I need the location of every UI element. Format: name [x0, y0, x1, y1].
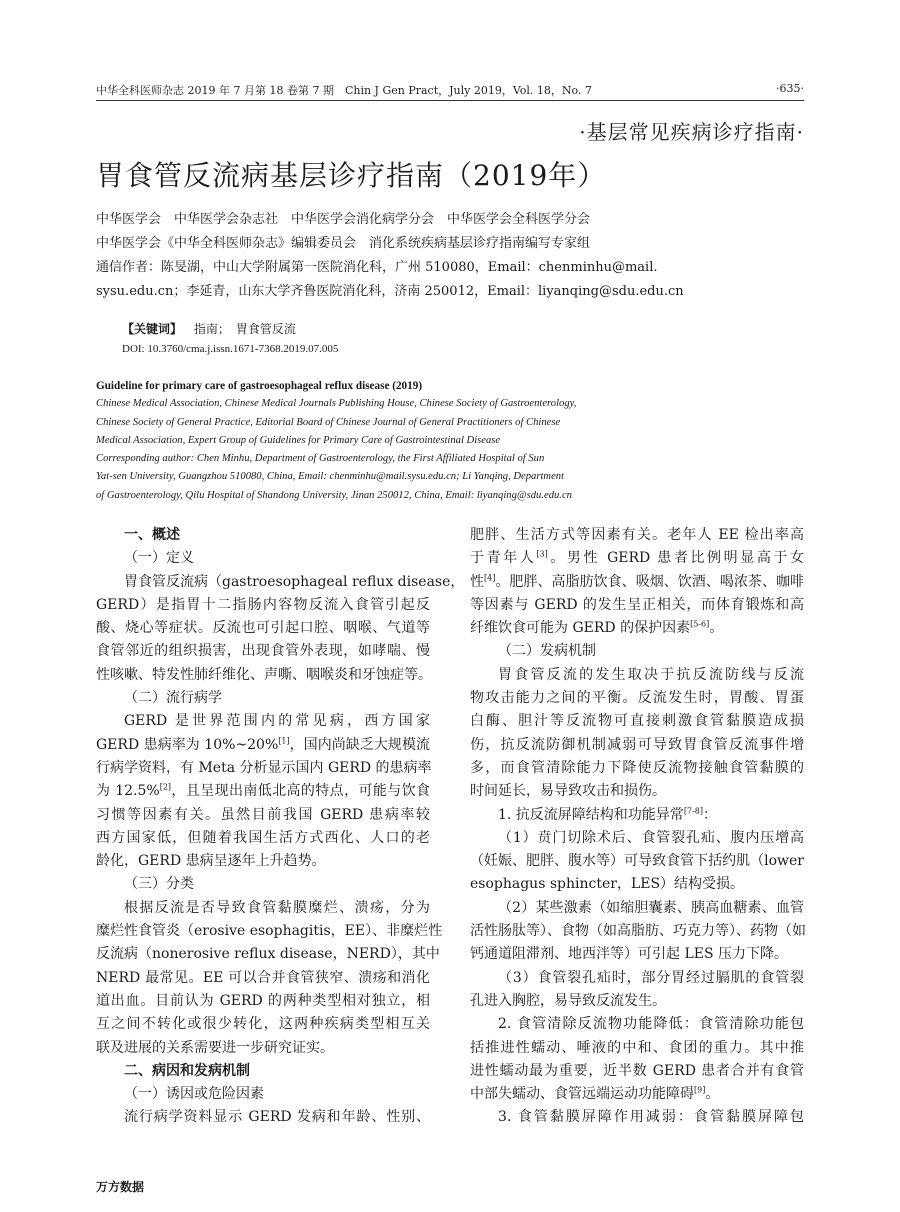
english-line: Chinese Medical Association, Chinese Medical Journals Publishing House, Chinese Society of Gastroenterology, — [96, 398, 577, 410]
english-abstract — [96, 377, 804, 505]
author-line: 中华医学会 中华医学会杂志社 中华医学会消化病学分会 中华医学会全科医学分会 — [96, 212, 591, 227]
body-line: （2）某些激素（如缩胆囊素、胰高血糖素、血管 — [498, 899, 804, 916]
body-line: 酸、烧心等症状。反流也可引起口腔、咽喉、气道等 — [96, 620, 430, 637]
body-line: （一）诱因或危险因素 — [124, 1086, 264, 1103]
english-line: Yat-sen University, Guangzhou 510080, China, Email: chenminhu@mail.sysu.edu.cn; Li Yanqing, Department — [96, 471, 565, 483]
body-line: 孔进入胸腔，易导致反流发生。 — [470, 992, 666, 1009]
body-line: 二、病因和发病机制 — [124, 1062, 250, 1079]
body-line: （1）贲门切除术后、食管裂孔疝、腹内压增高 — [498, 829, 804, 846]
body-line: 一、概述 — [124, 527, 180, 543]
body-line: 食管邻近的组织损害，出现食管外表现，如哮喘、慢 — [96, 643, 430, 660]
body-line: 道出血。目前认为 GERD 的两种类型相对独立，相 — [96, 992, 430, 1009]
body-line: esophagus sphincter，LES）结构受损。 — [470, 876, 745, 893]
page-number: ·635· — [776, 82, 804, 95]
body-line: 于青年人[3]。男性 GERD 患者比例明显高于女 — [470, 549, 804, 567]
body-line: 活性肠肽等）、食物（如高脂肪、巧克力等）、药物（如 — [470, 923, 806, 940]
body-line: 1. 抗反流屏障结构和功能异常[7-8]： — [498, 805, 717, 823]
body-line: （妊娠、肥胖、腹水等）可导致食管下括约肌（lower — [470, 853, 804, 870]
body-line: 进性蠕动最为重要，近半数 GERD 患者合并有食管 — [470, 1062, 804, 1079]
body-line: 习惯等因素有关。虽然目前我国 GERD 患病率较 — [96, 806, 430, 823]
keywords — [122, 320, 296, 337]
body-line: 性咳嗽、特发性肺纤维化、声嘶、咽喉炎和牙蚀症等。 — [96, 666, 432, 683]
header-rule — [96, 100, 804, 101]
english-title: Guideline for primary care of gastroesophageal reflux disease (2019) — [96, 380, 423, 392]
english-line: Medical Association, Expert Group of Guidelines for Primary Care of Gastrointestinal Disease — [96, 434, 501, 446]
body-line: （3）食管裂孔疝时，部分胃经过膈肌的食管裂 — [498, 969, 804, 986]
body-line: 为 12.5%[2]，且呈现出南低北高的特点，可能与饮食 — [96, 782, 430, 800]
body-line: GERD 是世界范围内的常见病，西方国家 — [124, 713, 430, 730]
body-line: 胃食管反流病（gastroesophageal reflux disease， — [124, 573, 465, 590]
article-title: 胃食管反流病基层诊疗指南（2019年） — [96, 159, 607, 192]
body-line: 伤，抗反流防御机制减弱可导致胃食管反流事件增 — [470, 736, 804, 753]
body-line: 反流病（nonerosive reflux disease，NERD），其中 — [96, 946, 440, 963]
keywords-label: 【关键词】 — [122, 322, 183, 336]
body-line: 钙通道阻滞剂、地西泮等）可引起 LES 压力下降。 — [470, 946, 789, 963]
body-column-left — [96, 524, 465, 1130]
body-line: 3. 食管黏膜屏障作用减弱：食管黏膜屏障包 — [498, 1109, 804, 1126]
body-line: 联及进展的关系需要进一步研究证实。 — [96, 1039, 334, 1056]
author-line: 中华医学会《中华全科医师杂志》编辑委员会 消化系统疾病基层诊疗指南编写专家组 — [96, 236, 591, 251]
keywords-value: 指南； 胃食管反流 — [193, 322, 296, 336]
body-line: （三）分类 — [124, 876, 194, 893]
journal-citation: 中华全科医师杂志 2019 年 7 月第 18 卷第 7 期 Chin J Gen Pract，July 2019，Vol. 18，No. 7 — [96, 84, 592, 97]
body-line: 糜烂性食管炎（erosive esophagitis，EE）、非糜烂性 — [96, 923, 443, 940]
body-line: （一）定义 — [124, 550, 194, 567]
body-line: 流行病学资料显示 GERD 发病和年龄、性别、 — [124, 1109, 430, 1126]
body-line: 括推进性蠕动、唾液的中和、食团的重力。其中推 — [470, 1039, 804, 1056]
body-line: GERD 患病率为 10%~20%[1]，国内尚缺乏大规模流 — [96, 736, 430, 753]
body-line: GERD）是指胃十二指肠内容物反流入食管引起反 — [96, 596, 430, 613]
body-line: 胃食管反流的发生取决于抗反流防线与反流 — [498, 666, 804, 683]
body-line: 等因素与 GERD 的发生呈正相关，而体育锻炼和高 — [470, 596, 804, 613]
body-line: 物攻击能力之间的平衡。反流发生时，胃酸、胃蛋 — [470, 690, 804, 707]
correspondence-line: sysu.edu.cn；李延青，山东大学齐鲁医院消化科，济南 250012，Email：liyanqing@sdu.edu.cn — [96, 284, 684, 299]
body-line: 白酶、胆汁等反流物可直接刺激食管黏膜造成损 — [470, 713, 804, 730]
body-line: 时间延长，易导致攻击和损伤。 — [470, 783, 666, 800]
english-line: Chinese Society of General Practice, Editorial Board of Chinese Journal of General Practitioners of Chinese — [96, 416, 561, 428]
body-line: 肥胖、生活方式等因素有关。老年人 EE 检出率高 — [470, 527, 804, 543]
body-line: 根据反流是否导致食管黏膜糜烂、溃疡，分为 — [124, 899, 430, 916]
journal-header — [96, 82, 804, 100]
body-line: 西方国家低，但随着我国生活方式西化、人口的老 — [96, 829, 430, 846]
body-line: 纤维饮食可能为 GERD 的保护因素[5-6]。 — [470, 619, 724, 637]
watermark-footer: 万方数据 — [96, 1180, 145, 1194]
section-tag: ·基层常见疾病诊疗指南· — [579, 120, 804, 144]
english-line: Corresponding author: Chen Minhu, Department of Gastroenterology, the First Affiliated Hospital of Sun — [96, 453, 545, 465]
body-line: 龄化，GERD 患病呈逐年上升趋势。 — [96, 853, 326, 870]
doi: DOI: 10.3760/cma.j.issn.1671-7368.2019.07.005 — [122, 343, 339, 355]
body-line: （二）流行病学 — [124, 690, 222, 707]
body-line: 行病学资料，有 Meta 分析显示国内 GERD 的患病率 — [96, 759, 432, 776]
english-line: of Gastroenterology, Qilu Hospital of Shandong University, Jinan 250012, China, Email: liyanqing@sdu.edu.cn — [96, 489, 572, 501]
author-block — [96, 208, 804, 304]
body-line: 互之间不转化或很少转化，这两种疾病类型相互关 — [96, 1016, 430, 1033]
body-line: 中部失蠕动、食管远端运动功能障碍[9]。 — [470, 1085, 720, 1103]
body-column-right — [470, 524, 804, 1130]
body-line: 多，而食管清除能力下降使反流物接触食管黏膜的 — [470, 759, 804, 776]
body-line: 2. 食管清除反流物功能降低：食管清除功能包 — [498, 1016, 804, 1033]
body-line: NERD 最常见。EE 可以合并食管狭窄、溃疡和消化 — [96, 969, 430, 986]
body-line: （二）发病机制 — [498, 643, 596, 660]
correspondence-line: 通信作者：陈旻湖，中山大学附属第一医院消化科，广州 510080，Email：chenminhu@mail. — [96, 260, 658, 275]
body-line: 性[4]。肥胖、高脂肪饮食、吸烟、饮酒、喝浓茶、咖啡 — [470, 572, 805, 590]
